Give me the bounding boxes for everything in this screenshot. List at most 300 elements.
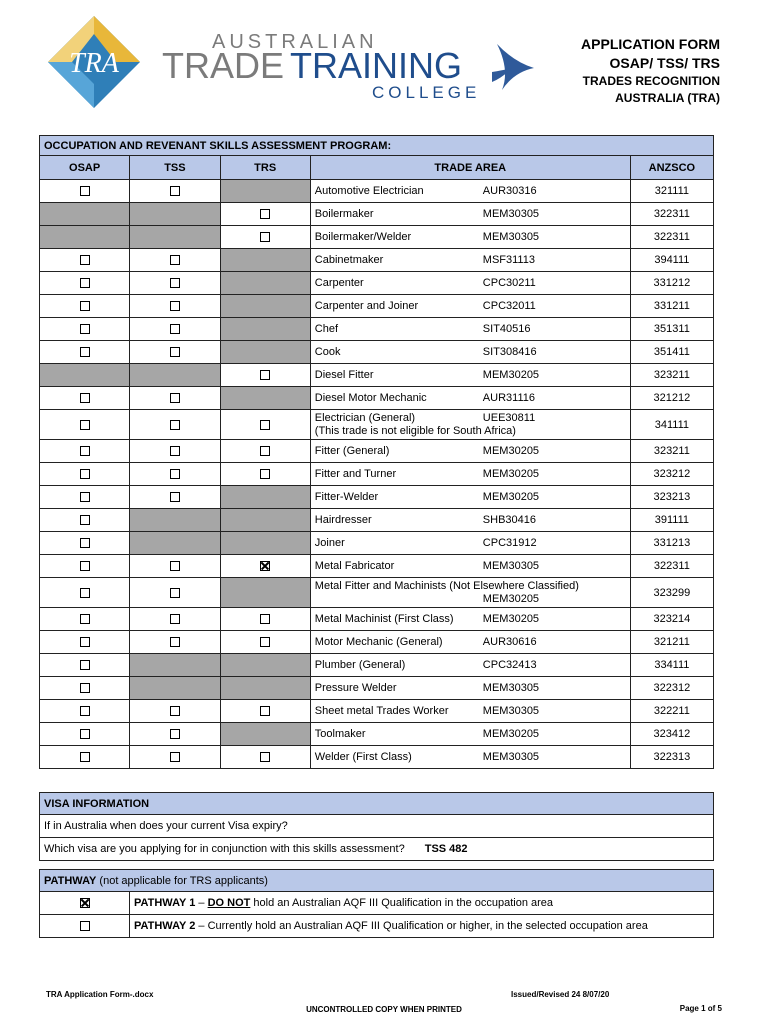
column-header-anzsco: ANZSCO [630,156,713,180]
pathway-1-label: PATHWAY 1 [134,897,196,909]
document-header [0,0,768,120]
trade-area-cell [310,654,630,677]
osap-cell[interactable] [40,608,130,631]
trs-cell[interactable] [220,410,310,440]
trade-area-content [315,580,626,606]
osap-checkbox[interactable] [80,538,90,548]
college-logo-trade: TRADE [162,45,285,86]
form-org-line1: TRADES RECOGNITION [582,74,720,88]
trade-area-content [315,208,626,221]
trade-area-cell [310,700,630,723]
table-row [40,410,714,440]
trade-note: (This trade is not eligible for South Africa) [314,424,516,437]
trs-cell[interactable] [220,746,310,769]
trs-cell[interactable] [220,203,310,226]
trade-area-content [315,468,626,481]
trade-code: CPC32413 [482,658,537,671]
tss-checkbox[interactable] [170,637,180,647]
tss-cell[interactable] [130,631,220,654]
table-row [40,295,714,318]
trade-code: MEM30305 [482,704,540,717]
tss-cell[interactable] [130,463,220,486]
occupation-section-title: OCCUPATION AND REVENANT SKILLS ASSESSMENT PROGRAM: [40,136,714,156]
tss-checkbox[interactable] [170,469,180,479]
tss-cell [130,532,220,555]
trade-area-cell [310,226,630,249]
osap-checkbox[interactable] [80,393,90,403]
tss-checkbox[interactable] [170,614,180,624]
osap-cell[interactable] [40,631,130,654]
pathway-1-dash: – [195,897,208,909]
osap-checkbox[interactable] [80,324,90,334]
tss-checkbox[interactable] [170,588,180,598]
osap-checkbox[interactable] [80,614,90,624]
table-row [40,341,714,364]
trade-code: SHB30416 [482,513,537,526]
visa-type-question[interactable] [40,838,714,861]
trade-name: Fitter and Turner [314,467,397,480]
trade-code: MEM30205 [482,490,540,503]
trade-code: MEM30205 [482,612,540,625]
trade-code: SIT40516 [482,322,531,335]
trs-cell[interactable] [220,364,310,387]
form-subtitle: OSAP/ TSS/ TRS [609,55,720,71]
tss-checkbox[interactable] [170,186,180,196]
trade-area-content [315,491,626,504]
trs-cell [220,318,310,341]
table-row [40,654,714,677]
trade-code: MEM30305 [482,559,540,572]
visa-section-title: VISA INFORMATION [40,793,714,815]
pathway-2-checkbox[interactable] [80,921,90,931]
trs-cell [220,387,310,410]
osap-cell[interactable] [40,387,130,410]
osap-cell[interactable] [40,318,130,341]
trade-name: Carpenter [314,276,364,289]
college-logo-line1: AUSTRALIAN [212,31,378,53]
trade-area-cell [310,463,630,486]
trade-name: Hairdresser [314,513,372,526]
trade-area-cell [310,410,630,440]
osap-cell[interactable] [40,555,130,578]
trade-name: Joiner [314,536,345,549]
trade-area-cell [310,555,630,578]
tra-logo-text: TRA [69,48,119,79]
anzsco-cell: 331213 [630,532,713,555]
trade-area-cell [310,677,630,700]
trade-area-content [315,560,626,573]
anzsco-cell: 331211 [630,295,713,318]
trade-code: MSF31113 [482,253,535,266]
trade-area-content [315,231,626,244]
anzsco-cell: 322312 [630,677,713,700]
anzsco-cell: 322311 [630,226,713,249]
trs-cell [220,532,310,555]
trade-area-cell [310,509,630,532]
trade-name: Pressure Welder [314,681,397,694]
table-row [40,631,714,654]
occupation-section-header [40,136,714,156]
anzsco-cell: 323412 [630,723,713,746]
osap-cell[interactable] [40,509,130,532]
college-logo-training: TRAINING [290,45,463,86]
anzsco-cell: 323214 [630,608,713,631]
tss-cell[interactable] [130,410,220,440]
trade-area-cell [310,249,630,272]
trs-cell[interactable] [220,226,310,249]
trade-code: CPC32011 [482,299,536,312]
trs-cell [220,578,310,608]
trade-name: Diesel Motor Mechanic [314,391,427,404]
trade-area-content [315,445,626,458]
osap-checkbox[interactable] [80,752,90,762]
osap-checkbox[interactable] [80,706,90,716]
tss-checkbox[interactable] [170,255,180,265]
tss-checkbox[interactable] [170,347,180,357]
arrow-emblem-icon [497,44,534,90]
tss-cell[interactable] [130,272,220,295]
pathway-1-row [40,892,714,915]
trade-name: Metal Machinist (First Class) [314,612,454,625]
trade-area-cell [310,608,630,631]
tss-checkbox[interactable] [170,301,180,311]
table-row [40,578,714,608]
college-logo-line3: COLLEGE [372,83,481,102]
osap-checkbox[interactable] [80,446,90,456]
anzsco-cell: 323213 [630,486,713,509]
trs-cell[interactable] [220,608,310,631]
trs-cell[interactable] [220,631,310,654]
trade-area-cell [310,272,630,295]
osap-cell[interactable] [40,272,130,295]
trs-cell [220,341,310,364]
tss-cell[interactable] [130,723,220,746]
table-row [40,700,714,723]
osap-checkbox[interactable] [80,515,90,525]
trade-name: Cabinetmaker [314,253,384,266]
trade-area-cell [310,723,630,746]
tss-cell[interactable] [130,249,220,272]
osap-cell[interactable] [40,746,130,769]
trs-checkbox[interactable] [260,420,270,430]
pathway-title-note: (not applicable for TRS applicants) [96,874,268,887]
occupation-table [39,135,714,769]
occupation-column-headers [40,156,714,180]
osap-checkbox[interactable] [80,186,90,196]
visa-expiry-question[interactable] [40,815,714,838]
tss-cell [130,203,220,226]
anzsco-cell: 331212 [630,272,713,295]
anzsco-cell: 322311 [630,203,713,226]
table-row [40,463,714,486]
trade-area-content [315,346,626,359]
tss-checkbox[interactable] [170,420,180,430]
trade-area-content [315,728,626,741]
visa-table [39,792,714,861]
college-logo [162,22,542,102]
trade-name: Fitter (General) [314,444,390,457]
trade-name: Electrician (General) [314,411,416,424]
tss-cell [130,364,220,387]
trs-checkbox[interactable] [260,706,270,716]
tra-approved-logo [46,14,142,110]
osap-cell[interactable] [40,341,130,364]
pathway-title-bold: PATHWAY [44,874,97,887]
table-row [40,318,714,341]
trade-code: SIT308416 [482,345,537,358]
osap-cell[interactable] [40,654,130,677]
trs-cell[interactable] [220,440,310,463]
pathway-1-checkbox-cell[interactable] [40,892,130,915]
trs-checkbox[interactable] [260,561,270,571]
osap-checkbox[interactable] [80,278,90,288]
trade-area-cell [310,295,630,318]
trade-area-content [315,514,626,527]
trade-area-content [315,636,626,649]
anzsco-cell: 323299 [630,578,713,608]
anzsco-cell: 321111 [630,180,713,203]
visa-expiry-label: If in Australia when does your current Visa expiry? [44,820,288,832]
trade-code: AUR31116 [482,391,535,404]
trade-area-content [315,682,626,695]
table-row [40,272,714,295]
osap-cell[interactable] [40,700,130,723]
trade-name: Chef [314,322,339,335]
trade-code: CPC30211 [482,276,536,289]
occupation-rows [40,180,714,769]
trs-checkbox[interactable] [260,370,270,380]
pathway-1-emphasis: DO NOT [207,897,251,909]
tss-checkbox[interactable] [170,492,180,502]
table-row [40,532,714,555]
anzsco-cell: 391111 [630,509,713,532]
trade-area-cell [310,364,630,387]
trs-checkbox[interactable] [260,232,270,242]
table-row [40,723,714,746]
footer-filename: TRA Application Form-.docx [46,990,154,999]
trs-cell [220,272,310,295]
trade-area-content [315,254,626,267]
trade-area-content [315,412,626,438]
trade-code: MEM30305 [482,750,540,763]
tss-cell[interactable] [130,700,220,723]
osap-checkbox[interactable] [80,660,90,670]
trade-name: Fitter-Welder [314,490,379,503]
trade-name: Carpenter and Joiner [314,299,419,312]
osap-checkbox[interactable] [80,255,90,265]
osap-cell[interactable] [40,486,130,509]
tss-cell[interactable] [130,180,220,203]
trade-name: Toolmaker [314,727,366,740]
trs-checkbox[interactable] [260,614,270,624]
visa-type-label: Which visa are you applying for in conjunction with this skills assessment? [44,843,405,855]
tss-checkbox[interactable] [170,324,180,334]
footer-page-number: Page 1 of 5 [679,1004,722,1013]
trade-area-content [315,277,626,290]
osap-checkbox[interactable] [80,347,90,357]
trade-area-cell [310,440,630,463]
osap-cell[interactable] [40,532,130,555]
trs-checkbox[interactable] [260,752,270,762]
anzsco-cell: 322311 [630,555,713,578]
anzsco-cell: 341111 [630,410,713,440]
osap-checkbox[interactable] [80,301,90,311]
osap-checkbox[interactable] [80,637,90,647]
column-header-osap: OSAP [40,156,130,180]
osap-cell[interactable] [40,440,130,463]
pathway-1-checkbox[interactable] [80,898,90,908]
osap-cell[interactable] [40,249,130,272]
tss-cell[interactable] [130,318,220,341]
trade-area-content [315,537,626,550]
trade-code: MEM30305 [482,207,540,220]
osap-cell [40,203,130,226]
trade-code: MEM30305 [482,230,540,243]
trade-code: MEM30305 [482,681,540,694]
tss-cell[interactable] [130,486,220,509]
trade-code: CPC31912 [482,536,537,549]
trade-area-content [315,369,626,382]
table-row [40,555,714,578]
trade-name: Metal Fabricator [314,559,395,572]
trs-cell[interactable] [220,555,310,578]
anzsco-cell: 323211 [630,440,713,463]
trade-name: Cook [314,345,341,358]
trade-name: Automotive Electrician [314,184,424,197]
trade-area-content [315,392,626,405]
trade-code: MEM30205 [482,467,540,480]
trs-cell [220,509,310,532]
trade-area-cell [310,746,630,769]
table-row [40,249,714,272]
tss-cell[interactable] [130,608,220,631]
osap-cell[interactable] [40,295,130,318]
pathway-2-checkbox-cell[interactable] [40,915,130,938]
trade-area-content [315,300,626,313]
osap-cell[interactable] [40,463,130,486]
trade-area-cell [310,486,630,509]
trs-cell[interactable] [220,463,310,486]
trs-cell[interactable] [220,700,310,723]
pathway-2-description: – Currently hold an Australian AQF III Qualification or higher, in the selected occupation area [195,920,648,932]
anzsco-cell: 322211 [630,700,713,723]
trs-cell [220,180,310,203]
form-title: APPLICATION FORM [581,36,720,52]
trade-area-cell [310,318,630,341]
tss-checkbox[interactable] [170,752,180,762]
trade-name: Motor Mechanic (General) [314,635,443,648]
osap-checkbox[interactable] [80,469,90,479]
table-row [40,226,714,249]
pathway-2-text [130,915,714,938]
anzsco-cell: 321212 [630,387,713,410]
trs-checkbox[interactable] [260,637,270,647]
osap-cell [40,364,130,387]
tss-cell[interactable] [130,387,220,410]
tss-cell [130,677,220,700]
osap-cell[interactable] [40,410,130,440]
tss-cell [130,654,220,677]
table-row [40,509,714,532]
footer-uncontrolled-notice: UNCONTROLLED COPY WHEN PRINTED [306,1005,462,1014]
table-row [40,364,714,387]
osap-cell[interactable] [40,723,130,746]
osap-cell[interactable] [40,578,130,608]
trade-code: MEM30205 [482,592,540,605]
form-org-line2: AUSTRALIA (TRA) [615,91,720,105]
trade-name: Boilermaker [314,207,374,220]
osap-cell[interactable] [40,677,130,700]
tss-checkbox[interactable] [170,706,180,716]
anzsco-cell: 334111 [630,654,713,677]
pathway-2-label: PATHWAY 2 [134,920,196,932]
pathway-table [39,869,714,938]
trade-area-content [315,705,626,718]
osap-cell [40,226,130,249]
trade-area-cell [310,631,630,654]
tss-cell[interactable] [130,578,220,608]
tss-cell[interactable] [130,295,220,318]
tss-checkbox[interactable] [170,393,180,403]
trade-area-content [315,659,626,672]
osap-checkbox[interactable] [80,588,90,598]
osap-checkbox[interactable] [80,683,90,693]
osap-checkbox[interactable] [80,420,90,430]
trade-area-content [315,323,626,336]
pathway-1-description: hold an Australian AQF III Qualification in the occupation area [250,897,554,909]
footer-revision: Issued/Revised 24 8/07/20 [511,990,610,999]
trade-area-content [315,613,626,626]
tss-cell[interactable] [130,555,220,578]
trs-cell [220,677,310,700]
trs-checkbox[interactable] [260,209,270,219]
tss-checkbox[interactable] [170,729,180,739]
tss-cell[interactable] [130,341,220,364]
tss-cell[interactable] [130,440,220,463]
trade-area-cell [310,180,630,203]
trade-code: MEM30205 [482,727,540,740]
trade-name: Sheet metal Trades Worker [314,704,449,717]
table-row [40,387,714,410]
trade-name: Diesel Fitter [314,368,374,381]
pathway-section-title [40,870,714,892]
trade-name: Metal Fitter and Machinists (Not Elsewhere Classified) [314,579,579,592]
osap-cell[interactable] [40,180,130,203]
table-row [40,440,714,463]
anzsco-cell: 351311 [630,318,713,341]
tss-checkbox[interactable] [170,278,180,288]
tss-checkbox[interactable] [170,561,180,571]
tss-checkbox[interactable] [170,446,180,456]
trade-code: AUR30616 [482,635,537,648]
table-row [40,203,714,226]
trade-area-cell [310,387,630,410]
trs-cell [220,249,310,272]
trs-cell [220,486,310,509]
trs-checkbox[interactable] [260,446,270,456]
table-row [40,486,714,509]
tss-cell[interactable] [130,746,220,769]
osap-checkbox[interactable] [80,729,90,739]
trade-code: MEM30205 [482,368,540,381]
table-row [40,608,714,631]
osap-checkbox[interactable] [80,492,90,502]
osap-checkbox[interactable] [80,561,90,571]
trs-checkbox[interactable] [260,469,270,479]
trade-code: UEE30811 [482,411,536,424]
column-header-tss: TSS [130,156,220,180]
trade-area-content [315,751,626,764]
